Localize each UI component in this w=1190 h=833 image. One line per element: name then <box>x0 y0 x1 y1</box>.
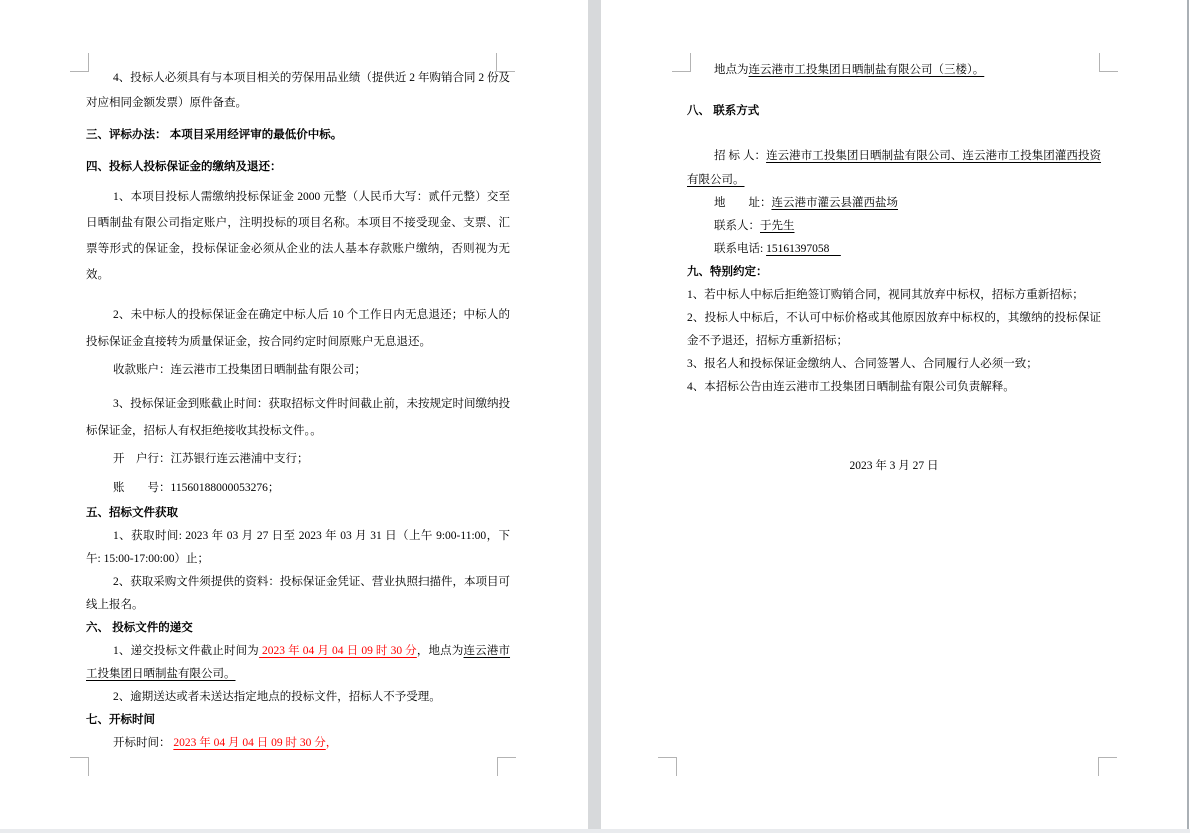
margin-crop-mark <box>497 757 516 776</box>
paragraph <box>687 144 1101 192</box>
paragraph <box>86 709 510 732</box>
margin-crop-mark <box>658 757 677 776</box>
margin-crop-mark <box>1099 53 1118 72</box>
text-run: 1、若中标人中标后拒绝签订购销合同，视同其放弃中标权，招标方重新招标； <box>687 289 1084 301</box>
paragraph <box>86 525 510 571</box>
text-run: 2023 年 3 月 27 日 <box>849 460 939 472</box>
text-run: 于先生 <box>760 220 795 232</box>
text-run: 15161397058 <box>766 243 841 255</box>
text-run: 七、开标时间 <box>86 714 155 726</box>
paragraph <box>86 732 510 755</box>
text-run: 招 标 人： <box>714 150 767 162</box>
paragraph <box>86 617 510 640</box>
bottom-scroll-track <box>0 829 1190 833</box>
text-run: 2、未中标人的投标保证金在确定中标人后 10 个工作日内无息退还；中标人的投标保证金直接转为质量保证金，按合同约定时间原账户无息退还。 <box>86 309 510 348</box>
paragraph <box>86 445 510 474</box>
text-run: 连云港市工投集团日晒制盐有限公司。 <box>86 645 511 680</box>
text-run: 收款账户：连云港市工投集团日晒制盐有限公司； <box>113 364 366 376</box>
page-gap <box>588 0 601 829</box>
text-run: 开 户行：江苏银行连云港浦中支行； <box>113 453 309 465</box>
paragraph <box>687 376 1101 399</box>
text-run: 九、特别约定： <box>687 266 768 278</box>
text-run: 3、报名人和投标保证金缴纳人、合同签署人、合同履行人必须一致； <box>687 358 1038 370</box>
paragraph <box>687 238 1101 261</box>
paragraph <box>86 474 510 502</box>
paragraph <box>687 261 1101 284</box>
text-run: 四、投标人投标保证金的缴纳及退还： <box>86 161 282 173</box>
page-1-text-area <box>86 66 510 755</box>
window-edge <box>1186 0 1190 829</box>
paragraph <box>86 122 510 148</box>
paragraph <box>86 66 510 116</box>
text-run: ，地点为 <box>416 645 464 657</box>
text-run: 3、投标保证金到账截止时间：获取招标文件时间截止前，未按规定时间缴纳投标保证金，招标人有权拒绝接收其投标文件。。 <box>86 398 510 437</box>
text-run: 1、获取时间: 2023 年 03 月 27 日至 2023 年 03 月 31 日（上午 9:00-11:00，下午: 15:00-17:00:00）止； <box>86 530 510 565</box>
text-run: 连云港市工投集团日晒制盐有限公司（三楼）。 <box>748 64 985 76</box>
text-run: ， <box>325 737 338 749</box>
paragraph <box>86 502 510 525</box>
text-run: 2、逾期送达或者未送达指定地点的投标文件，招标人不予受理。 <box>113 691 441 703</box>
paragraph <box>86 356 510 385</box>
text-run: 开标时间： <box>113 737 174 749</box>
paragraph <box>687 307 1101 353</box>
text-run: 2023 年 04 月 04 日 09 时 30 分 <box>258 645 417 657</box>
paragraph <box>86 302 510 356</box>
text-run: 联系电话: <box>714 243 767 255</box>
paragraph <box>86 154 510 180</box>
paragraph <box>687 353 1101 376</box>
text-run: 账 号：11560188000053276； <box>113 482 280 494</box>
paragraph <box>687 284 1101 307</box>
text-run: 1、递交投标文件截止时间为 <box>113 645 259 657</box>
text-run: 地 址： <box>714 197 772 209</box>
paragraph <box>86 571 510 617</box>
paragraph <box>687 98 1101 124</box>
text-run: 五、招标文件获取 <box>86 507 178 519</box>
paragraph <box>687 192 1101 215</box>
margin-crop-mark <box>1098 757 1117 776</box>
paragraph <box>86 686 510 709</box>
text-run: 2、投标人中标后，不认可中标价格或其他原因放弃中标权的，其缴纳的投标保证金不予退还，招标方重新招标； <box>687 312 1101 347</box>
text-run: 4、本招标公告由连云港市工投集团日晒制盐有限公司负责解释。 <box>687 381 1015 393</box>
paragraph <box>86 391 510 445</box>
page-2-text-area <box>687 58 1101 478</box>
paragraph <box>86 184 510 288</box>
paragraph <box>687 215 1101 238</box>
margin-crop-mark <box>70 757 89 776</box>
text-run: 2023 年 04 月 04 日 09 时 30 分 <box>173 737 326 749</box>
text-run: 4、投标人必须具有与本项目相关的劳保用品业绩（提供近 2 年购销合同 2 份及对应相同金额发票）原件备查。 <box>86 72 510 109</box>
text-run: 八、 联系方式 <box>687 105 760 117</box>
document-page-1 <box>0 0 588 829</box>
paragraph <box>687 455 1101 478</box>
text-run: 2、获取采购文件须提供的资料：投标保证金凭证、营业执照扫描件，本项目可线上报名。 <box>86 576 510 611</box>
text-run: 三、评标办法： 本项目采用经评审的最低价中标。 <box>86 129 343 141</box>
document-page-2 <box>601 0 1186 829</box>
paragraph <box>86 640 510 686</box>
text-run: 连云港市工投集团日晒制盐有限公司、连云港市工投集团灌西投资有限公司。 <box>687 150 1102 186</box>
text-run: 地点为 <box>714 64 749 76</box>
text-run: 连云港市灌云县灌西盐场 <box>771 197 898 209</box>
text-run: 1、本项目投标人需缴纳投标保证金 2000 元整（人民币大写：贰仟元整）交至日晒制盐有限公司指定账户，注明投标的项目名称。本项目不接受现金、支票、汇票等形式的保证金，投标保证金必须从企业的法人基本存款账户缴纳，否则视为无效。 <box>86 191 510 281</box>
text-run: 六、 投标文件的递交 <box>86 622 193 634</box>
paragraph <box>687 58 1101 82</box>
text-run: 联系人： <box>714 220 760 232</box>
